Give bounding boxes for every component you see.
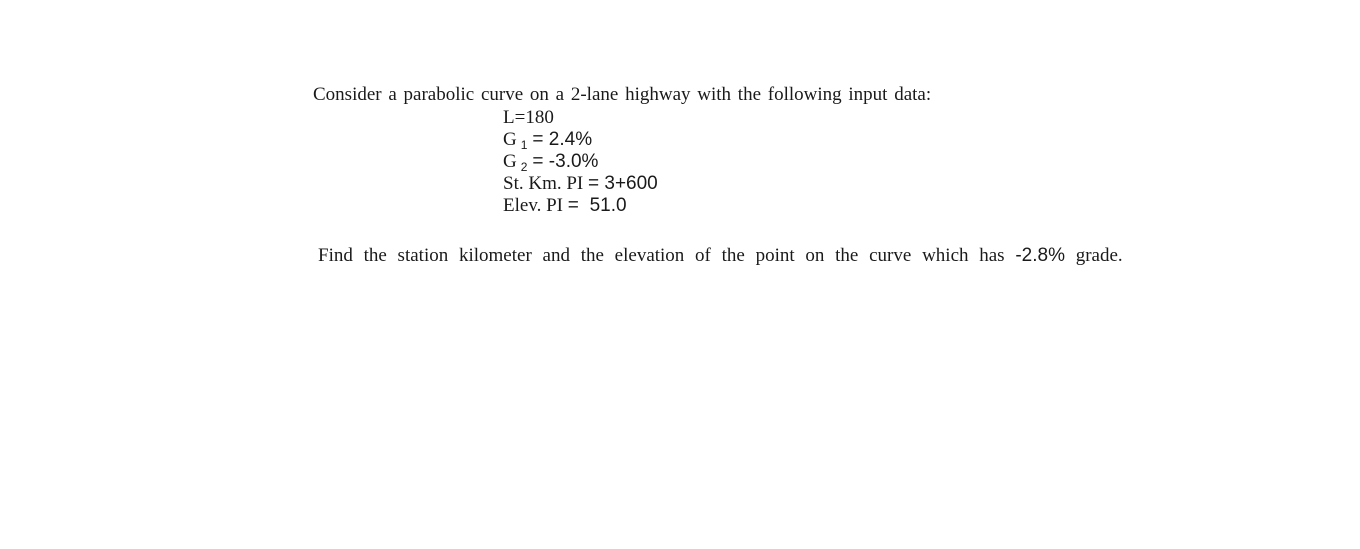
elevation-pi-label: Elev. PI bbox=[503, 195, 563, 216]
problem-question bbox=[318, 245, 1123, 267]
station-pi-label: St. Km. PI bbox=[503, 173, 584, 194]
station-pi-line bbox=[503, 173, 658, 195]
elevation-pi-equals: = bbox=[567, 195, 579, 216]
grade-2-symbol: G bbox=[503, 151, 517, 172]
grade-1-subscript: 1 bbox=[520, 138, 528, 152]
question-grade: -2.8% bbox=[1015, 245, 1065, 266]
grade-1-symbol: G bbox=[503, 129, 517, 150]
grade-1-value: = 2.4% bbox=[532, 129, 593, 150]
elevation-pi-value: 51.0 bbox=[589, 195, 627, 216]
grade-1-line bbox=[503, 129, 658, 151]
curve-length-line bbox=[503, 107, 658, 129]
curve-length: L=180 bbox=[503, 107, 554, 128]
input-data-list bbox=[503, 107, 658, 217]
question-text: Find the station kilometer and the elevation of the point on the curve which has bbox=[318, 245, 1005, 266]
grade-2-subscript: 2 bbox=[520, 160, 528, 174]
grade-2-value: = -3.0% bbox=[532, 151, 599, 172]
grade-2-line bbox=[503, 151, 658, 173]
elevation-pi-line bbox=[503, 195, 658, 217]
problem-intro: Consider a parabolic curve on a 2-lane highway with the following input data: bbox=[313, 84, 932, 105]
station-pi-value: = 3+600 bbox=[588, 173, 658, 194]
question-end: grade. bbox=[1075, 245, 1123, 266]
